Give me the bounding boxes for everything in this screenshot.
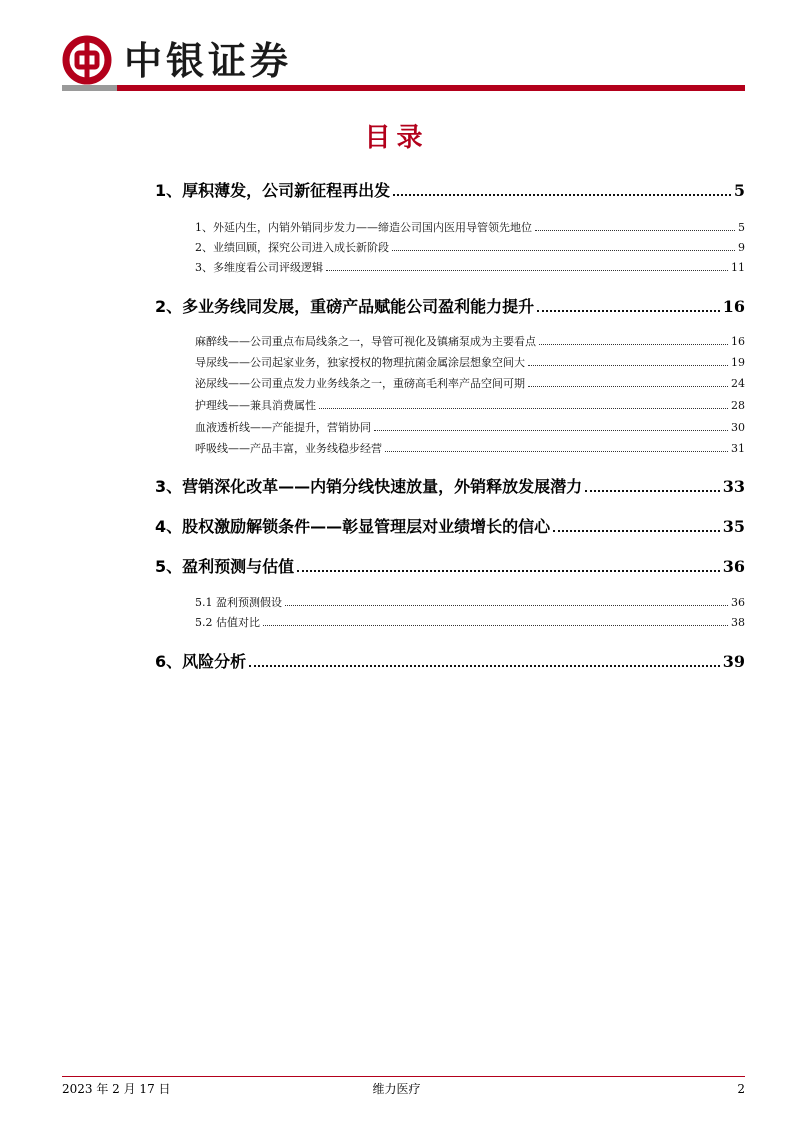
toc-entry-label: 1、外延内生，内销外销同步发力——缔造公司国内医用导管领先地位	[195, 221, 532, 234]
toc-entry-page: 11	[731, 261, 745, 274]
toc-entry-label: 泌尿线——公司重点发力业务线条之一，重磅高毛利率产品空间可期	[195, 377, 525, 390]
toc-entry-2-6[interactable]	[195, 440, 745, 456]
footer-date: 2023 年 2 月 17 日	[62, 1082, 171, 1096]
toc-entry-page: 39	[722, 652, 745, 671]
toc-entry-5[interactable]	[155, 554, 745, 576]
toc-entry-6[interactable]	[155, 649, 745, 671]
toc-entry-5-2[interactable]	[195, 614, 745, 630]
page-header	[0, 0, 793, 92]
toc-entry-page: 5	[738, 221, 745, 234]
toc-entry-2-3[interactable]	[195, 375, 745, 391]
toc-entry-page: 36	[731, 596, 745, 609]
toc-entry-label: 5、盈利预测与估值	[155, 557, 295, 576]
toc-entry-2-4[interactable]	[195, 397, 745, 413]
toc-entry-label: 3、多维度看公司评级逻辑	[195, 261, 323, 274]
toc-entry-page: 31	[731, 442, 745, 455]
toc-entry-4[interactable]	[155, 514, 745, 536]
toc-entry-2[interactable]	[155, 294, 745, 316]
toc-title: 目录	[364, 123, 429, 153]
toc-entry-label: 导尿线——公司起家业务，独家授权的物理抗菌金属涂层想象空间大	[195, 356, 525, 369]
footer-rule	[62, 1076, 745, 1077]
toc-entry-label: 呼吸线——产品丰富，业务线稳步经营	[195, 442, 382, 455]
toc-entry-1-3[interactable]	[195, 259, 745, 275]
toc-entry-3[interactable]	[155, 474, 745, 496]
toc-entry-page: 36	[722, 557, 745, 576]
toc-entry-2-5[interactable]	[195, 419, 745, 435]
toc-entry-label: 血液透析线——产能提升，营销协同	[195, 421, 371, 434]
toc-entry-label: 5.2 估值对比	[195, 616, 260, 629]
toc-entry-label: 麻醉线——公司重点布局线条之一，导管可视化及镇痛泵成为主要看点	[195, 335, 536, 348]
toc-entry-page: 28	[731, 399, 745, 412]
brand-name: 中银证券	[124, 39, 293, 83]
footer-company: 维力医疗	[372, 1082, 421, 1096]
toc-entry-1-2[interactable]	[195, 239, 745, 255]
toc-entry-page: 16	[731, 335, 745, 348]
toc-entry-label: 6、风险分析	[155, 652, 247, 671]
toc-entry-2-1[interactable]	[195, 333, 745, 349]
header-rule	[62, 85, 745, 91]
toc-entry-1-1[interactable]	[195, 219, 745, 235]
toc-entry-page: 9	[738, 241, 745, 254]
toc-entry-page: 24	[731, 377, 745, 390]
toc-entry-label: 2、业绩回顾，探究公司进入成长新阶段	[195, 241, 389, 254]
toc-entry-page: 33	[722, 477, 745, 496]
toc-entry-label: 2、多业务线同发展，重磅产品赋能公司盈利能力提升	[155, 297, 535, 316]
footer-page-number: 2	[737, 1082, 745, 1096]
toc-entry-2-2[interactable]	[195, 354, 745, 370]
toc-entry-page: 16	[722, 297, 745, 316]
bank-of-china-logo-icon	[62, 35, 112, 85]
toc-entry-page: 35	[722, 517, 745, 536]
toc-entry-label: 5.1 盈利预测假设	[195, 596, 282, 609]
toc-entry-page: 5	[733, 181, 745, 200]
toc-entry-1[interactable]	[155, 178, 745, 200]
toc-entry-label: 护理线——兼具消费属性	[195, 399, 316, 412]
toc-entry-page: 19	[731, 356, 745, 369]
toc-entry-page: 30	[731, 421, 745, 434]
toc-entry-5-1[interactable]	[195, 594, 745, 610]
toc-entry-page: 38	[731, 616, 745, 629]
toc-entry-label: 1、厚积薄发，公司新征程再出发	[155, 181, 391, 200]
toc-entry-label: 4、股权激励解锁条件——彰显管理层对业绩增长的信心	[155, 517, 551, 536]
toc-entry-label: 3、营销深化改革——内销分线快速放量，外销释放发展潜力	[155, 477, 583, 496]
